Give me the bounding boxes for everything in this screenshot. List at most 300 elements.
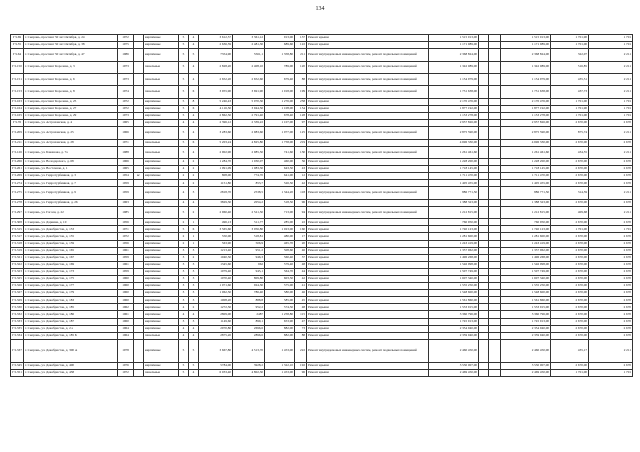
cell-total-area: 1008,20 [199, 297, 233, 304]
cell-floors: 5 [179, 86, 189, 98]
cell-entrances: 6 [189, 139, 199, 146]
cell-owners-cost: 1 607 340,00 [501, 276, 551, 283]
cell-unit-norm: 2 670 [589, 297, 633, 304]
cell-fund-share [479, 49, 489, 61]
cell-residents: 56 [295, 159, 307, 166]
cell-budget-share [489, 49, 501, 61]
cell-reconstruction-year [134, 86, 144, 98]
cell-wall-material: кирпичные [144, 127, 179, 139]
cell-wall-material: кирпичные [144, 362, 179, 369]
cell-wall-material: кирпичные [144, 219, 179, 226]
cell-owners-cost: 1 731 638,00 [501, 86, 551, 98]
cell-address: г. Сызрань, ул. Гидротурбинная, д. 9 [24, 187, 118, 199]
cell-wall-material: кирпичные [144, 199, 179, 206]
cell-residents: 115 [295, 311, 307, 318]
cell-row-number: ГЗ-335 [11, 325, 24, 332]
cell-unit-cost: 1 701,00 [551, 369, 589, 376]
cell-reconstruction-year [134, 369, 144, 376]
cell-reconstruction-year [134, 73, 144, 85]
cell-residents: 154 [295, 105, 307, 112]
cell-entrances: 4 [189, 112, 199, 119]
cell-unit-norm: 2 670 [589, 304, 633, 311]
table-row [11, 261, 633, 268]
cell-total-cost: 1 877 192,00 [429, 105, 479, 112]
cell-total-cost: 760 950,00 [429, 219, 479, 226]
cell-floors: 3 [179, 254, 189, 261]
cell-owners-cost: 3 360 796,00 [501, 311, 551, 318]
cell-entrances: 4 [189, 42, 199, 49]
cell-fund-share [479, 73, 489, 85]
cell-reconstruction-year [134, 187, 144, 199]
cell-entrances: 4 [189, 35, 199, 42]
cell-entrances: 3 [189, 187, 199, 199]
cell-year-built: 1978 [118, 339, 134, 362]
cell-row-number: ГЗ-319 [11, 247, 24, 254]
cell-unit-cost: 1 701,90 [551, 35, 589, 42]
cell-budget-share [489, 290, 501, 297]
cell-unit-cost: 322,07 [551, 49, 589, 61]
cell-repair-area: 1 077,00 [265, 127, 295, 139]
cell-total-cost: 1 711 470,00 [429, 173, 479, 180]
cell-year-built: 1954 [118, 173, 134, 180]
cell-unit-cost: 1 701,00 [551, 226, 589, 233]
cell-owners-cost: 1 535 250,00 [501, 283, 551, 290]
cell-living-area: 809,80 [233, 276, 265, 283]
cell-fund-share [479, 120, 489, 127]
cell-total-cost: 2 957 826,00 [429, 120, 479, 127]
cell-entrances: 5 [189, 362, 199, 369]
cell-budget-share [489, 233, 501, 240]
cell-living-area: 4 513,70 [233, 339, 265, 362]
cell-fund-share [479, 86, 489, 98]
cell-work-type: Ремонт внутридомовых инженерных систем, ремонт подвальных помещений [307, 187, 429, 199]
cell-address: г. Сызрань, ул. Декабристов, д. 175 [24, 276, 118, 283]
cell-wall-material: панельные [144, 61, 179, 73]
cell-floors: 5 [179, 61, 189, 73]
cell-year-built: 1975 [118, 42, 134, 49]
cell-owners-cost: 2 359 940,00 [501, 332, 551, 339]
cell-year-built: 1965 [118, 120, 134, 127]
cell-repair-area: 641,00 [265, 173, 295, 180]
cell-total-cost: 1 533 915,00 [429, 304, 479, 311]
cell-unit-cost: 2 670,00 [551, 173, 589, 180]
cell-owners-cost: 1 718 145,00 [501, 166, 551, 173]
cell-unit-norm: 2 211 [589, 61, 633, 73]
cell-owners-cost: 1 711 470,00 [501, 173, 551, 180]
cell-entrances: 2 [189, 159, 199, 166]
cell-entrances: 4 [189, 369, 199, 376]
cell-floors: 5 [179, 49, 189, 61]
cell-fund-share [479, 180, 489, 187]
cell-wall-material: панельные [144, 86, 179, 98]
cell-total-area: 2818,70 [199, 187, 233, 199]
cell-living-area: 2 521,50 [233, 206, 265, 218]
cell-row-number: ГЗ-323 [11, 268, 24, 275]
cell-row-number: ГЗ-325 [11, 276, 24, 283]
cell-row-number: ГЗ-330 [11, 304, 24, 311]
cell-floors: 4 [179, 199, 189, 206]
cell-year-built: 1973 [118, 61, 134, 73]
cell-total-area: 7354,90 [199, 49, 233, 61]
cell-wall-material: кирпичные [144, 98, 179, 105]
cell-unit-cost: 2 670,00 [551, 261, 589, 268]
cell-row-number: ГЗ-317 [11, 233, 24, 240]
cell-fund-share [479, 206, 489, 218]
cell-wall-material: кирпичные [144, 173, 179, 180]
cell-repair-area: 1 344,20 [265, 187, 295, 199]
cell-row-number: ГЗ-275 [11, 187, 24, 199]
cell-residents: 43 [295, 166, 307, 173]
cell-repair-area: 579,40 [265, 261, 295, 268]
cell-budget-share [489, 311, 501, 318]
cell-total-cost: 1 388 323,00 [429, 199, 479, 206]
cell-total-area: 3 565,60 [199, 226, 233, 233]
cell-living-area: 786,40 [233, 290, 265, 297]
cell-budget-share [489, 254, 501, 261]
cell-repair-area: 679,40 [265, 73, 295, 85]
cell-row-number: ГЗ-326 [11, 283, 24, 290]
cell-row-number: ГЗ-278 [11, 199, 24, 206]
cell-unit-norm: 2 670 [589, 290, 633, 297]
cell-row-number: ГЗ-327 [11, 290, 24, 297]
cell-budget-share [489, 318, 501, 325]
cell-entrances: 4 [189, 311, 199, 318]
cell-living-area: 3928,2 [233, 362, 265, 369]
cell-work-type: Ремонт крыши [307, 159, 429, 166]
cell-address: г. Сызрань, ул. Декабристов, д. 167 [24, 254, 118, 261]
cell-floors: 4 [179, 159, 189, 166]
cell-work-type: Ремонт внутридомовых инженерных систем, ремонт подвальных помещений [307, 146, 429, 158]
cell-fund-share [479, 304, 489, 311]
cell-living-area: 924,30 [233, 283, 265, 290]
cell-unit-norm: 2 670 [589, 362, 633, 369]
cell-work-type: Ремонт крыши [307, 369, 429, 376]
cell-owners-cost: 1 171 989,00 [501, 42, 551, 49]
cell-repair-area: 678,40 [265, 112, 295, 119]
cell-repair-area: 564,70 [265, 268, 295, 275]
cell-floors: 3 [179, 283, 189, 290]
cell-owners-cost: 1 357 962,00 [501, 247, 551, 254]
cell-floors: 3 [179, 276, 189, 283]
cell-total-area: 3 955,90 [199, 86, 233, 98]
cell-fund-share [479, 139, 489, 146]
cell-floors: 5 [179, 98, 189, 105]
cell-unit-cost: 2 670,00 [551, 297, 589, 304]
table-row [11, 105, 633, 112]
cell-work-type: Ремонт крыши [307, 268, 429, 275]
cell-fund-share [479, 268, 489, 275]
cell-total-area: 3 667,80 [199, 339, 233, 362]
cell-fund-share [479, 166, 489, 173]
cell-address: г. Сызрань, ул. Декабристов, д. 155 [24, 233, 118, 240]
cell-unit-norm: 2 670 [589, 166, 633, 173]
cell-repair-area: 575,00 [265, 283, 295, 290]
cell-row-number: ГЗ-150 [11, 61, 24, 73]
cell-address: г. Сызрань, ул. Володарского, д. 68 [24, 159, 118, 166]
cell-entrances: 3 [189, 318, 199, 325]
table-row [11, 276, 633, 283]
cell-address: г. Сызрань, ул. Гидротурбинная, д. 26 [24, 199, 118, 206]
cell-address: г. Сызрань, ул. Декабристов, д. 185 Б [24, 332, 118, 339]
cell-residents: 94 [295, 206, 307, 218]
cell-owners-cost: 1 515 013,00 [501, 35, 551, 42]
table-row [11, 240, 633, 247]
cell-residents: 73 [295, 325, 307, 332]
cell-total-cost: 1 212 815,00 [429, 206, 479, 218]
cell-floors: 5 [179, 73, 189, 85]
cell-year-built: 1959 [118, 180, 134, 187]
cell-total-cost: 2 359 940,00 [429, 332, 479, 339]
cell-unit-norm: 2 670 [589, 199, 633, 206]
cell-total-area: 5 246,43 [199, 98, 233, 105]
cell-row-number: ГЗ-315 [11, 226, 24, 233]
cell-floors: 4 [179, 187, 189, 199]
cell-unit-cost: 2 670,00 [551, 166, 589, 173]
cell-owners-cost: 1 154 979,00 [501, 73, 551, 85]
cell-row-number: ГЗ-164 [11, 105, 24, 112]
cell-unit-cost: 2 670,00 [551, 219, 589, 226]
cell-total-cost: 3 360 796,00 [429, 311, 479, 318]
cell-fund-share [479, 254, 489, 261]
cell-owners-cost: 1 533 915,00 [501, 304, 551, 311]
cell-total-area: 563,90 [199, 240, 233, 247]
cell-unit-norm: 1 701 [589, 112, 633, 119]
cell-owners-cost: 1 243 419,00 [501, 240, 551, 247]
cell-reconstruction-year [134, 268, 144, 275]
cell-reconstruction-year [134, 261, 144, 268]
table-row [11, 159, 633, 166]
cell-year-built: 1974 [118, 86, 134, 98]
cell-unit-norm: 2 211 [589, 73, 633, 85]
cell-work-type: Ремонт крыши [307, 199, 429, 206]
cell-row-number: ГЗ-274 [11, 180, 24, 187]
cell-wall-material: кирпичные [144, 112, 179, 119]
cell-repair-area: 1 023,00 [265, 226, 295, 233]
cell-entrances: 2 [189, 173, 199, 180]
cell-living-area: 2 791,40 [233, 112, 265, 119]
cell-fund-share [479, 61, 489, 73]
cell-entrances: 2 [189, 304, 199, 311]
cell-residents: 122 [295, 42, 307, 49]
cell-total-cost: 1 548 600,00 [429, 290, 479, 297]
cell-unit-cost: 409,68 [551, 206, 589, 218]
cell-total-area: 550,00 [199, 233, 233, 240]
cell-owners-cost: 1 546 998,00 [501, 261, 551, 268]
cell-residents: 17 [295, 233, 307, 240]
page-number: 134 [315, 6, 325, 12]
cell-total-cost: 1 745 913,00 [429, 318, 479, 325]
cell-work-type: Ремонт внутридомовых инженерных систем, ремонт подвальных помещений [307, 49, 429, 61]
cell-budget-share [489, 61, 501, 73]
cell-reconstruction-year [134, 318, 144, 325]
cell-living-area: 4 802,30 [233, 369, 265, 376]
cell-address: г. Сызрань, ул. Декабристов, д. 165 [24, 247, 118, 254]
cell-unit-cost: 2 670,00 [551, 139, 589, 146]
cell-budget-share [489, 206, 501, 218]
cell-address: г. Сызрань, проспект Королева, д. 25 [24, 98, 118, 105]
cell-floors: 5 [179, 35, 189, 42]
cell-year-built: 1956 [118, 219, 134, 226]
cell-wall-material: кирпичные [144, 49, 179, 61]
cell-floors: 3 [179, 261, 189, 268]
cell-fund-share [479, 226, 489, 233]
cell-wall-material: кирпичные [144, 261, 179, 268]
cell-residents: 128 [295, 112, 307, 119]
cell-address: г. Сызрань, проспект 50 лет Октября, д. 38 [24, 42, 118, 49]
table-row [11, 173, 633, 180]
cell-living-area: 952,2 [233, 304, 265, 311]
cell-row-number: ГЗ-337 [11, 339, 24, 362]
cell-total-area: 3 283,60 [199, 127, 233, 139]
cell-residents: 120 [295, 61, 307, 73]
cell-reconstruction-year [134, 254, 144, 261]
cell-total-cost: 1 740 123,00 [429, 226, 479, 233]
cell-floors: 5 [179, 42, 189, 49]
cell-reconstruction-year [134, 49, 144, 61]
cell-row-number: ГЗ-329 [11, 297, 24, 304]
cell-owners-cost: 2 469 450,00 [501, 369, 551, 376]
cell-work-type: Ремонт крыши [307, 180, 429, 187]
cell-entrances: 4 [189, 61, 199, 73]
cell-floors: 4 [179, 180, 189, 187]
cell-address: г. Сызрань, ул. Гидротурбинная, д. 7 [24, 180, 118, 187]
cell-unit-norm: 2 670 [589, 233, 633, 240]
cell-owners-cost: 2 354 940,00 [501, 325, 551, 332]
table-row [11, 180, 633, 187]
cell-unit-cost: 2 670,00 [551, 283, 589, 290]
cell-total-cost: 1 731 638,00 [429, 86, 479, 98]
cell-floors: 5 [179, 105, 189, 112]
cell-work-type: Ремонт крыши [307, 247, 429, 254]
cell-floors: 2 [179, 219, 189, 226]
cell-living-area: 3 056,80 [233, 226, 265, 233]
cell-residents: 20 [295, 240, 307, 247]
cell-floors: 4 [179, 304, 189, 311]
cell-living-area: 5 070,30 [233, 98, 265, 105]
cell-living-area: 2696,6 [233, 325, 265, 332]
cell-year-built: 1972 [118, 98, 134, 105]
register-body [11, 35, 633, 377]
cell-residents: 130 [295, 146, 307, 158]
cell-residents: 118 [295, 187, 307, 199]
table-row [11, 290, 633, 297]
table-row [11, 339, 633, 362]
table-row [11, 318, 633, 325]
cell-floors: 3 [179, 318, 189, 325]
cell-owners-cost: 2 875 590,00 [501, 127, 551, 139]
cell-wall-material: кирпичные [144, 283, 179, 290]
cell-floors: 2 [179, 240, 189, 247]
cell-floors: 4 [179, 332, 189, 339]
cell-unit-cost: 516,85 [551, 61, 589, 73]
cell-floors: 2 [179, 173, 189, 180]
cell-row-number: ГЗ-334 [11, 332, 24, 339]
cell-total-area: 1213,40 [199, 247, 233, 254]
cell-unit-cost: 1 701,90 [551, 105, 589, 112]
cell-unit-cost: 2 670,00 [551, 318, 589, 325]
cell-living-area: 3 361,12 [233, 35, 265, 42]
table-row [11, 268, 633, 275]
cell-unit-cost: 1 701,00 [551, 112, 589, 119]
cell-owners-cost: 1 561 860,00 [501, 297, 551, 304]
cell-residents: 137 [295, 35, 307, 42]
cell-total-cost: 886 771,50 [429, 187, 479, 199]
cell-year-built: 1986 [118, 49, 134, 61]
cell-work-type: Ремонт крыши [307, 139, 429, 146]
cell-row-number: ГЗ-333 [11, 318, 24, 325]
cell-work-type: Ремонт крыши [307, 42, 429, 49]
cell-year-built: 1965 [118, 166, 134, 173]
cell-work-type: Ремонт крыши [307, 276, 429, 283]
cell-living-area: 506,9 [233, 240, 265, 247]
cell-owners-cost: 760 950,00 [501, 219, 551, 226]
cell-total-area: 3 612,57 [199, 35, 233, 42]
cell-wall-material: кирпичные [144, 226, 179, 233]
cell-living-area: 2 339,22 [233, 120, 265, 127]
cell-residents: 44 [295, 268, 307, 275]
cell-budget-share [489, 166, 501, 173]
cell-floors: 5 [179, 206, 189, 218]
cell-living-area: 3 691,90 [233, 86, 265, 98]
table-row [11, 199, 633, 206]
cell-total-cost: 2 460 450,00 [429, 339, 479, 362]
cell-repair-area: 480,00 [265, 233, 295, 240]
cell-reconstruction-year [134, 139, 144, 146]
cell-work-type: Ремонт крыши [307, 166, 429, 173]
cell-fund-share [479, 369, 489, 376]
cell-floors: 4 [179, 311, 189, 318]
cell-address: г. Сызрань, ул. Декабристов, д. 169 [24, 261, 118, 268]
cell-address: г. Сызрань, ул. Декабристов, д. 187 [24, 318, 118, 325]
cell-fund-share [479, 247, 489, 254]
cell-residents: 96 [295, 369, 307, 376]
cell-residents: 42 [295, 276, 307, 283]
cell-living-area: 5561,1 [233, 49, 265, 61]
cell-repair-area: 689,60 [265, 42, 295, 49]
cell-living-area: 962 [233, 261, 265, 268]
table-row [11, 247, 633, 254]
cell-floors: 5 [179, 226, 189, 233]
cell-wall-material: кирпичные [144, 187, 179, 199]
cell-residents: 42 [295, 180, 307, 187]
cell-fund-share [479, 233, 489, 240]
cell-unit-cost: 435,17 [551, 339, 589, 362]
cell-unit-norm: 2 670 [589, 268, 633, 275]
cell-budget-share [489, 180, 501, 187]
cell-living-area: 899,1 [233, 318, 265, 325]
cell-total-area: 1272,50 [199, 304, 233, 311]
cell-owners-cost: 1 388 323,00 [501, 199, 551, 206]
cell-fund-share [479, 105, 489, 112]
cell-entrances: 5 [189, 339, 199, 362]
cell-residents: 48 [295, 304, 307, 311]
cell-entrances: 4 [189, 120, 199, 127]
cell-living-area: 2 983,60 [233, 127, 265, 139]
cell-total-cost: 1 607 340,00 [429, 276, 479, 283]
cell-unit-norm: 2 670 [589, 159, 633, 166]
cell-unit-norm: 2 670 [589, 180, 633, 187]
table-row [11, 233, 633, 240]
cell-budget-share [489, 283, 501, 290]
cell-fund-share [479, 325, 489, 332]
cell-living-area: 2 652,60 [233, 73, 265, 85]
cell-residents: 97 [295, 120, 307, 127]
cell-year-built: 1972 [118, 35, 134, 42]
cell-total-cost: 1 357 962,00 [429, 247, 479, 254]
cell-owners-cost: 1 740 123,00 [501, 226, 551, 233]
cell-entrances: 5 [189, 49, 199, 61]
cell-work-type: Ремонт крыши [307, 112, 429, 119]
